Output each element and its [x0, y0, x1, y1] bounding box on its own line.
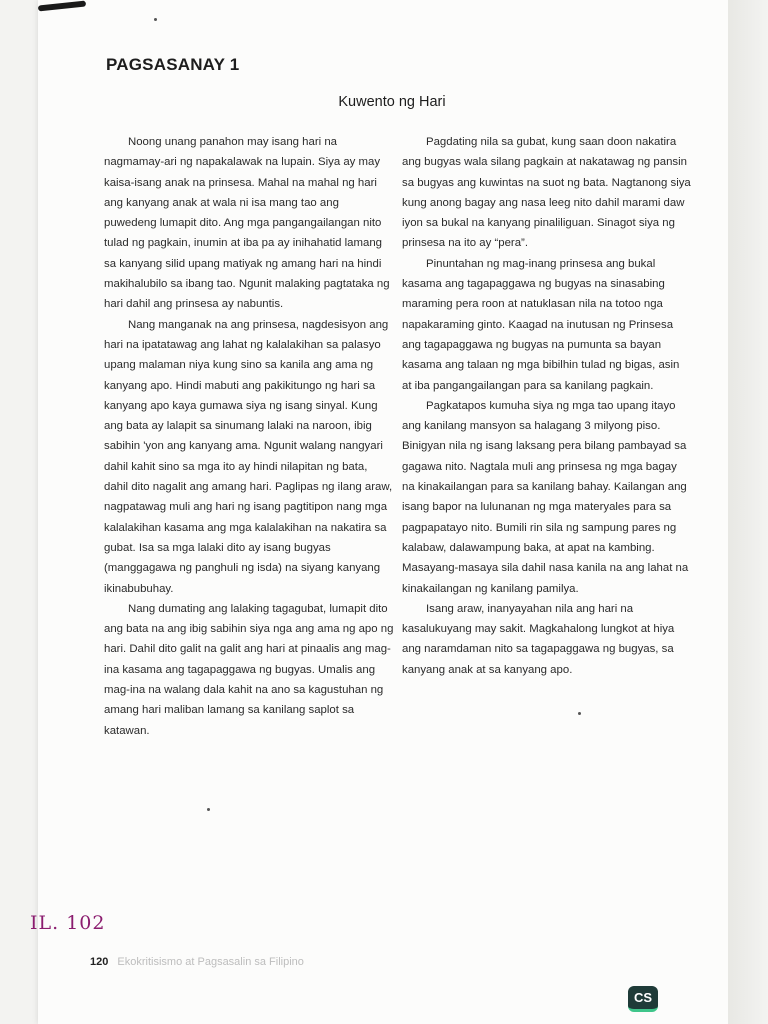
- story-title: [0, 94, 768, 110]
- story-title-text: Kuwento ng Hari: [338, 94, 446, 110]
- scan-speck: [207, 808, 210, 811]
- scan-speck: [578, 712, 581, 715]
- page-footer: [90, 956, 304, 968]
- paragraph: Noong unang panahon may isang hari na nagmamay-ari ng napakalawak na lupain. Siya ay may kaisa-isang anak na prinsesa. Mahal na mahal ng hari ang kanyang anak at wala ni isa mang tao ang puwedeng lumapit dito. Ang mga pangangailangan nito tulad ng pagkain, inumin at iba pa ay inihahatid lamang sa kanyang silid upang matiyak ng amang hari na hindi makihalubilo sa ibang tao. Ngunit malaking pagtataka ng hari dahil ang prinsesa ay nabuntis.: [104, 136, 390, 311]
- running-footer-text: Ekokritisismo at Pagsasalin sa Filipino: [117, 956, 304, 968]
- paragraph: Pagkatapos kumuha siya ng mga tao upang itayo ang kanilang mansyon sa halagang 3 milyong piso. Binigyan nila ng isang laksang pera bilang pambayad sa gagawa nito. Nagtala muli ang prinsesa ng mga bagay na kinakailangan para sa kanilang bahay. Kailangan ang isang bapor na lulunanan ng mga materyales para sa pagpapatayo nito. Bumili rin sila ng sampung pares ng kalabaw, dalawampung baka, at apat na kambing. Masayang-masaya sila dahil nasa kanila na ang lahat na kinakailangan ng kanilang pamilya.: [402, 399, 689, 595]
- page-edge-shadow: [728, 0, 768, 1024]
- paragraph: Pinuntahan ng mag-inang prinsesa ang bukal kasama ang tagapaggawa ng bugyas na sinasabing maraming pera roon at natuklasan nila na totoo nga napakaraming ginto. Kaagad na inutusan ng Prinsesa ang tagapaggawa ng bugyas na pumunta sa bayan kasama ang talaan ng mga bibilhin tulad ng bigas, asin at iba pangangailangan para sa kanilang pagkain.: [402, 257, 680, 392]
- scan-speck: [154, 18, 157, 21]
- section-heading: PAGSASANAY 1: [106, 55, 240, 74]
- left-column: [104, 132, 394, 741]
- paragraph: Isang araw, inanyayahan nila ang hari na kasalukuyang may sakit. Magkahalong lungkot at hiya ang naramdaman nito sa tagapaggawa ng bugyas, sa kanyang anak at sa kanyang apo.: [402, 602, 675, 676]
- page-number: 120: [90, 956, 109, 968]
- camscanner-badge: CS: [628, 986, 658, 1012]
- paragraph: Pagdating nila sa gubat, kung saan doon nakatira ang bugyas wala silang pagkain at nakatawag ng pansin sa bugyas ang kuwintas na suot ng bata. Nagtanong siya kung anong bagay ang nasa leeg nito dahil marami daw iyon sa bukal na kanyang pinaliliguan. Sinagot siya ng prinsesa na ito ay “pera”.: [402, 136, 691, 250]
- paragraph: Nang manganak na ang prinsesa, nagdesisyon ang hari na ipatatawag ang lahat ng kalalakihan sa palasyo upang malaman niya kung sino sa kanila ang ama ng kanyang apo. Hindi mabuti ang pakikitungo ng hari sa kanyang apo kaya gumawa siya ng isang sinyal. Kung ang bata ay lalapit sa sinumang lalaki na naroon, ibig sabihin 'yon ang kanyang ama. Ngunit walang nangyari dahil kahit sino sa mga ito ay hindi nilapitan ng bata, dahil dito nagalit ang amang hari. Paglipas ng ilang araw, nagpatawag muli ang hari ng isang pagtitipon nang mga kalalakihan kasama ang mga kalalakihan na nakatira sa gubat. Isa sa mga lalaki dito ay isang bugyas (manggagawa ng panghuli ng isda) na siyang kanyang ikinabubuhay.: [104, 318, 393, 595]
- right-column: [402, 132, 692, 680]
- paragraph: Nang dumating ang lalaking tagagubat, lumapit dito ang bata na ang ibig sabihin siya nga ang ama ng apo ng hari. Dahil dito galit na galit ang hari at pinaalis ang mag-ina kasama ang tagapaggawa ng bugyas. Umalis ang mag-ina na walang dala kahit na ano sa kagustuhan ng amang hari maliban lamang sa kanilang saplot sa katawan.: [104, 602, 394, 737]
- handwritten-note: IL. 102: [30, 912, 106, 934]
